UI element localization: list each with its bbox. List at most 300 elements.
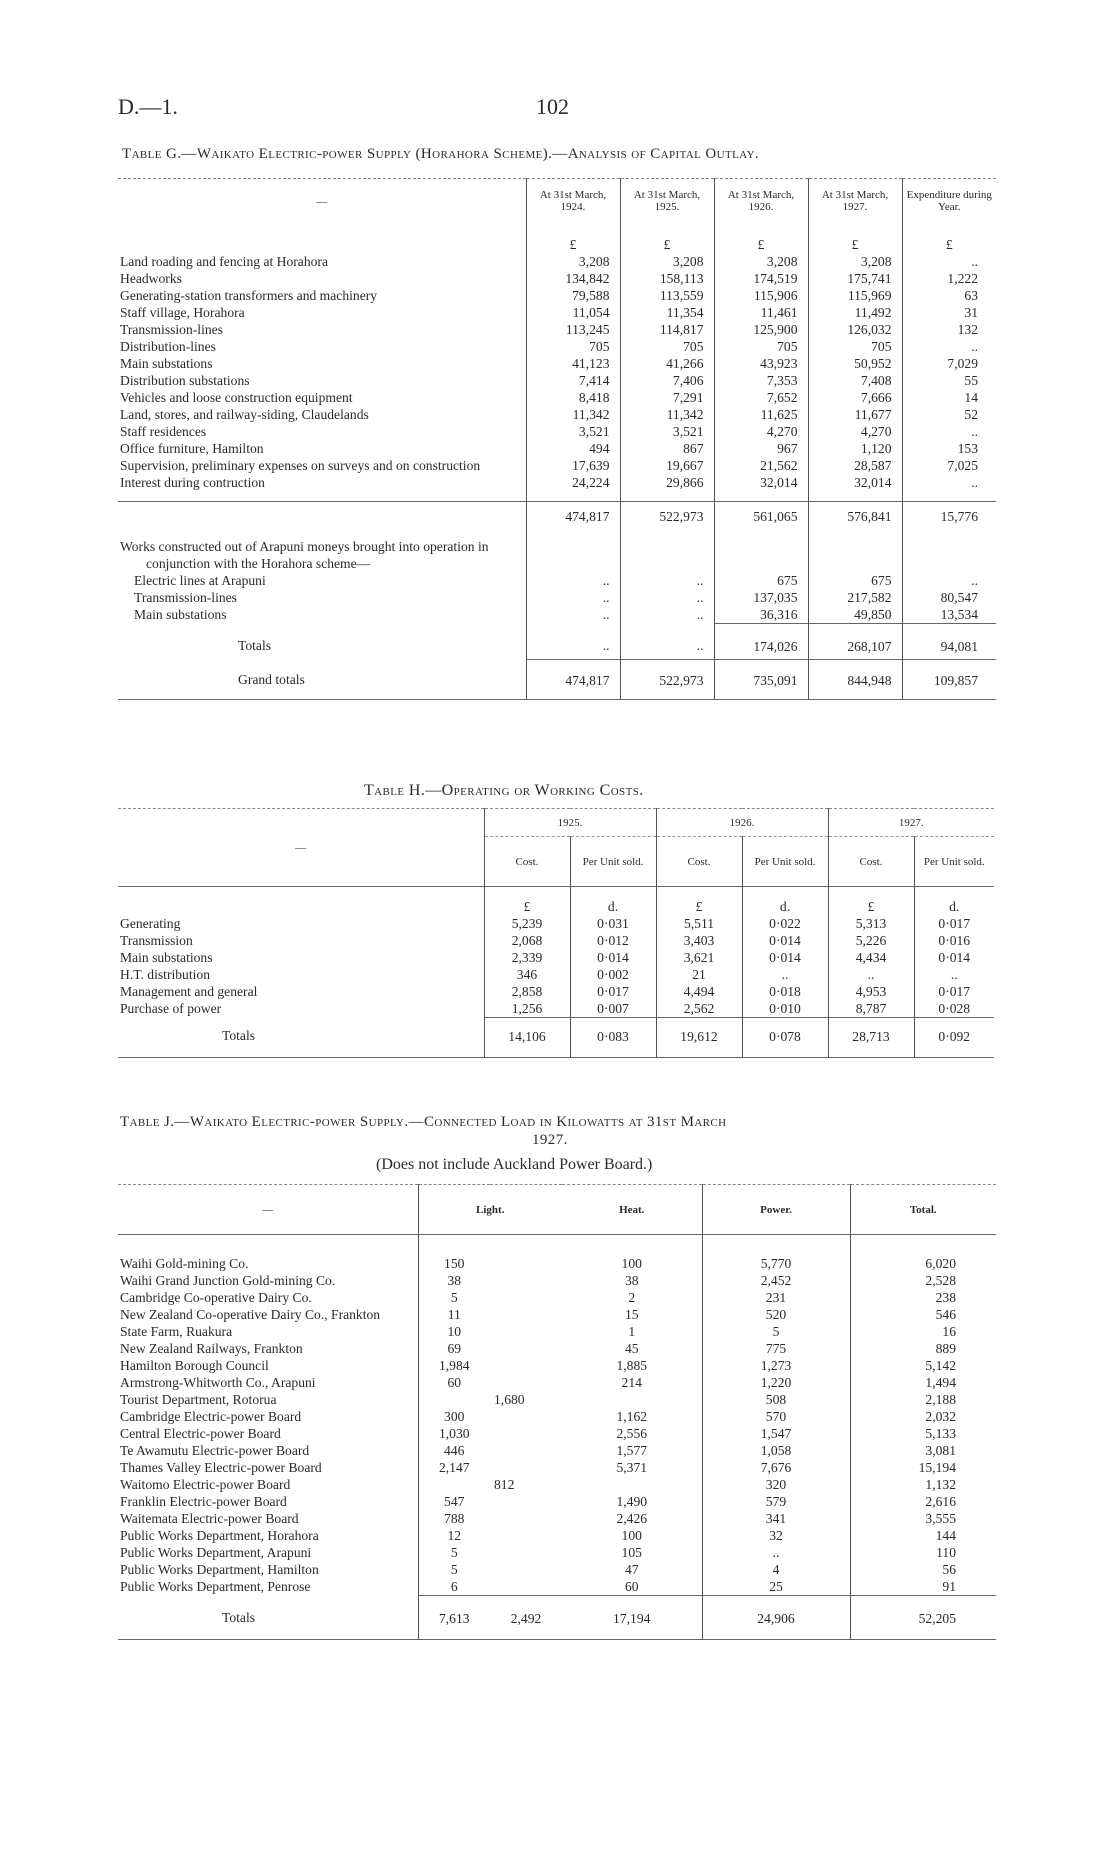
spacer-cell (808, 532, 902, 572)
spacer-cell (490, 1408, 562, 1425)
power-cell: 1,058 (702, 1442, 850, 1459)
value-cell: 115,906 (714, 287, 808, 304)
power-cell: 5,770 (702, 1255, 850, 1272)
value-cell: 134,842 (526, 270, 620, 287)
heat-cell: 100 (621, 1255, 642, 1271)
row-label: Main substations (120, 949, 213, 965)
spacer-cell (490, 1235, 562, 1255)
value-cell: 0·002 (570, 966, 656, 983)
light-cell: 1,030 (418, 1425, 490, 1442)
value-cell: 0·014 (742, 949, 828, 966)
power-cell: 570 (702, 1408, 850, 1425)
totals-cell: .. (526, 623, 620, 659)
table-g-subtotal-row (118, 502, 996, 532)
table-h-totals-row (118, 1017, 994, 1057)
table-g-row (118, 338, 996, 355)
value-cell: 705 (808, 338, 902, 355)
totals-cell: 19,612 (656, 1017, 742, 1057)
total-cell: 546 (850, 1306, 996, 1323)
value-cell: 2,068 (484, 932, 570, 949)
value-cell: 41,266 (620, 355, 714, 372)
totals-cell: 28,713 (828, 1017, 914, 1057)
heat-cell: 2,426 (616, 1510, 648, 1526)
value-cell: 4,270 (714, 423, 808, 440)
row-label: Franklin Electric-power Board (120, 1493, 287, 1509)
table-j-totals-row (118, 1595, 996, 1639)
value-cell: 137,035 (714, 589, 808, 606)
power-cell: 2,452 (702, 1272, 850, 1289)
table-j-row (118, 1561, 996, 1578)
value-cell: 63 (902, 287, 996, 304)
power-cell: 4 (702, 1561, 850, 1578)
table-g-stub: — (316, 195, 328, 208)
table-g-col-1924: At 31st March, 1924. (526, 179, 620, 225)
value-cell: 0·031 (570, 915, 656, 932)
value-cell: 5,511 (656, 915, 742, 932)
totals-cell: 268,107 (808, 623, 902, 659)
value-cell: 675 (714, 572, 808, 589)
value-cell: 28,587 (808, 457, 902, 474)
table-g-row (118, 457, 996, 474)
grand-totals-label: Grand totals (238, 672, 305, 687)
totals-label: Totals (238, 638, 272, 653)
row-label: Waitomo Electric-power Board (120, 1476, 291, 1492)
table-g-row (118, 304, 996, 321)
row-label: Public Works Department, Penrose (120, 1578, 311, 1594)
value-cell: 0·028 (914, 1000, 994, 1018)
value-cell: .. (620, 572, 714, 589)
table-h-year-1925: 1925. (484, 809, 656, 837)
row-label: Central Electric-power Board (120, 1425, 281, 1441)
value-cell: 158,113 (620, 270, 714, 287)
value-cell: 153 (902, 440, 996, 457)
value-cell: 0·017 (914, 983, 994, 1000)
value-cell: 3,521 (526, 423, 620, 440)
row-label: Electric lines at Arapuni (134, 572, 266, 588)
value-cell: 4,953 (828, 983, 914, 1000)
total-cell: 144 (850, 1527, 996, 1544)
table-g-row (118, 423, 996, 440)
heat-cell: 1,577 (616, 1442, 648, 1458)
value-cell: 494 (526, 440, 620, 457)
value-cell: 2,858 (484, 983, 570, 1000)
value-cell: 7,408 (808, 372, 902, 389)
power-cell: 320 (702, 1476, 850, 1493)
table-j-col-power: Power. (702, 1185, 850, 1235)
table-h-perunit-1926: Per Unit sold. (742, 837, 828, 887)
table-h-stub: — (295, 841, 307, 854)
row-label: Transmission (120, 932, 193, 948)
grand-totals-cell: 109,857 (902, 659, 996, 699)
light-cell: 788 (418, 1510, 490, 1527)
total-cell: 2,616 (850, 1493, 996, 1510)
table-j-row (118, 1459, 996, 1476)
spacer-cell (118, 225, 526, 253)
row-label: Transmission-lines (134, 589, 237, 605)
value-cell: 3,403 (656, 932, 742, 949)
total-cell: 1,132 (850, 1476, 996, 1493)
light-cell: 6 (418, 1578, 490, 1596)
value-cell: 7,406 (620, 372, 714, 389)
value-cell: 13,534 (902, 606, 996, 624)
power-cell: 7,676 (702, 1459, 850, 1476)
spacer-cell (714, 532, 808, 572)
spacer-cell (490, 1510, 562, 1527)
totals-cell: 0·078 (742, 1017, 828, 1057)
table-g-body (118, 225, 996, 700)
value-cell: 0·016 (914, 932, 994, 949)
table-g-row (118, 355, 996, 372)
value-cell: 32,014 (714, 474, 808, 502)
value-cell: 11,625 (714, 406, 808, 423)
table-g-row (118, 440, 996, 457)
row-label: Distribution substations (120, 372, 250, 388)
spacer-cell (418, 1391, 490, 1408)
value-cell: 11,054 (526, 304, 620, 321)
value-cell: 1,256 (484, 1000, 570, 1018)
value-cell: 52 (902, 406, 996, 423)
table-h-row (118, 1000, 994, 1018)
total-cell: 56 (850, 1561, 996, 1578)
table-g-arapuni-heading-row (118, 532, 996, 572)
row-label: Hamilton Borough Council (120, 1357, 269, 1373)
spacer-cell (490, 1374, 562, 1391)
subtotal-cell: 561,065 (714, 502, 808, 532)
value-cell: 43,923 (714, 355, 808, 372)
value-cell: .. (526, 606, 620, 624)
heat-cell: 2,556 (616, 1425, 648, 1441)
table-j-row (118, 1306, 996, 1323)
grand-totals-cell: 522,973 (620, 659, 714, 699)
table-h-row (118, 932, 994, 949)
light-cell: 150 (418, 1255, 490, 1272)
total-cell: 6,020 (850, 1255, 996, 1272)
table-j-row (118, 1578, 996, 1596)
table-g-units-row (118, 225, 996, 253)
spacer-cell (620, 532, 714, 572)
value-cell: 11,461 (714, 304, 808, 321)
table-g-row (118, 389, 996, 406)
value-cell: 7,666 (808, 389, 902, 406)
table-j-note: (Does not include Auckland Power Board.) (376, 1156, 653, 1173)
value-cell: .. (526, 589, 620, 606)
spacer-cell (490, 1425, 562, 1442)
table-g-col-1927: At 31st March, 1927. (808, 179, 902, 225)
value-cell: 0·014 (914, 949, 994, 966)
table-j-body (118, 1235, 996, 1640)
light-cell: 10 (418, 1323, 490, 1340)
value-cell: 0·022 (742, 915, 828, 932)
table-g-totals-row (118, 623, 996, 659)
value-cell: 11,354 (620, 304, 714, 321)
row-label: Cambridge Electric-power Board (120, 1408, 302, 1424)
row-label: Interest during contruction (120, 474, 265, 490)
document-reference: D.—1. (118, 94, 178, 119)
spacer-cell (490, 1578, 562, 1596)
subtotal-cell: 474,817 (526, 502, 620, 532)
spacer-cell (490, 1306, 562, 1323)
value-cell: 32,014 (808, 474, 902, 502)
value-cell: 0·017 (570, 983, 656, 1000)
table-j-row (118, 1408, 996, 1425)
power-cell: 520 (702, 1306, 850, 1323)
value-cell: 3,208 (714, 253, 808, 270)
value-cell: 0·018 (742, 983, 828, 1000)
unit-label: £ (828, 887, 914, 915)
unit-label: £ (714, 225, 808, 253)
table-h-cost-1926: Cost. (656, 837, 742, 887)
table-g-row (118, 321, 996, 338)
power-cell: 5 (702, 1323, 850, 1340)
heat-cell: 38 (624, 1272, 639, 1288)
table-j-title-year: 1927. (532, 1132, 568, 1148)
value-cell: .. (902, 474, 996, 502)
heat-cell: 2 (628, 1289, 636, 1305)
value-cell: 705 (526, 338, 620, 355)
grand-totals-cell: 735,091 (714, 659, 808, 699)
value-cell: 7,291 (620, 389, 714, 406)
table-g-col-1926: At 31st March, 1926. (714, 179, 808, 225)
light-cell: 2,147 (418, 1459, 490, 1476)
table-h-year-1926: 1926. (656, 809, 828, 837)
unit-label: £ (902, 225, 996, 253)
power-total: 24,906 (702, 1595, 850, 1639)
value-cell: 79,588 (526, 287, 620, 304)
row-label: H.T. distribution (120, 966, 210, 982)
value-cell: .. (526, 572, 620, 589)
spacer-cell (490, 1459, 562, 1476)
row-label: Main substations (134, 606, 227, 622)
heat-cell: 47 (624, 1561, 639, 1577)
table-h-row (118, 915, 994, 932)
row-label: State Farm, Ruakura (120, 1323, 233, 1339)
spacer-cell (902, 532, 996, 572)
row-label: Purchase of power (120, 1000, 222, 1016)
total-cell: 238 (850, 1289, 996, 1306)
value-cell: 55 (902, 372, 996, 389)
total-cell: 91 (850, 1578, 996, 1596)
value-cell: 7,652 (714, 389, 808, 406)
row-label: Public Works Department, Arapuni (120, 1544, 312, 1560)
table-h-row (118, 983, 994, 1000)
value-cell: 0·014 (742, 932, 828, 949)
value-cell: 24,224 (526, 474, 620, 502)
power-cell: 579 (702, 1493, 850, 1510)
totals-cell: .. (620, 623, 714, 659)
value-cell: 4,434 (828, 949, 914, 966)
value-cell: .. (902, 423, 996, 440)
value-cell: 217,582 (808, 589, 902, 606)
spacer-cell (490, 1561, 562, 1578)
totals-label: Totals (222, 1028, 256, 1043)
value-cell: 1,120 (808, 440, 902, 457)
table-j-row (118, 1391, 996, 1408)
total-cell: 110 (850, 1544, 996, 1561)
table-j-row (118, 1255, 996, 1272)
table-j-title: Table J.—Waikato Electric-power Supply.—Connected Load in Kilowatts at 31st March (120, 1114, 727, 1130)
value-cell: .. (902, 572, 996, 589)
light-heat-combined-total: 2,492 (490, 1595, 562, 1639)
power-cell: 508 (702, 1391, 850, 1408)
value-cell: 3,208 (620, 253, 714, 270)
value-cell: 3,521 (620, 423, 714, 440)
heat-cell: 214 (621, 1374, 642, 1390)
value-cell: 705 (714, 338, 808, 355)
value-cell: 0·007 (570, 1000, 656, 1018)
subtotal-cell: 15,776 (902, 502, 996, 532)
table-j-row (118, 1357, 996, 1374)
value-cell: 8,787 (828, 1000, 914, 1018)
power-cell: .. (702, 1544, 850, 1561)
value-cell: .. (902, 253, 996, 270)
arapuni-heading: Works constructed out of Arapuni moneys brought into operation in conjunction with the Horahora scheme— (120, 538, 489, 571)
value-cell: 132 (902, 321, 996, 338)
row-label: Te Awamutu Electric-power Board (120, 1442, 310, 1458)
row-label: Office furniture, Hamilton (120, 440, 264, 456)
value-cell: .. (620, 589, 714, 606)
value-cell: 0·014 (570, 949, 656, 966)
subtotal-cell: 522,973 (620, 502, 714, 532)
value-cell: 31 (902, 304, 996, 321)
power-cell: 341 (702, 1510, 850, 1527)
table-j-row (118, 1527, 996, 1544)
table-h-row (118, 966, 994, 983)
table-h-cost-1927: Cost. (828, 837, 914, 887)
row-label: Public Works Department, Hamilton (120, 1561, 319, 1577)
row-label: Waihi Gold-mining Co. (120, 1255, 249, 1271)
value-cell: 11,677 (808, 406, 902, 423)
total-cell: 1,494 (850, 1374, 996, 1391)
table-g-row (118, 270, 996, 287)
value-cell: 2,562 (656, 1000, 742, 1018)
light-cell: 5 (418, 1289, 490, 1306)
value-cell: .. (902, 338, 996, 355)
value-cell: 11,342 (620, 406, 714, 423)
value-cell: 7,414 (526, 372, 620, 389)
light-cell: 38 (418, 1272, 490, 1289)
spacer-cell (702, 1235, 850, 1255)
row-label: Distribution-lines (120, 338, 216, 354)
table-j-row (118, 1493, 996, 1510)
value-cell: 17,639 (526, 457, 620, 474)
spacer-cell (850, 1235, 996, 1255)
light-cell: 69 (418, 1340, 490, 1357)
total-cell: 3,555 (850, 1510, 996, 1527)
row-label: Land, stores, and railway-siding, Claudelands (120, 406, 369, 422)
table-g-capital-outlay (118, 178, 996, 700)
total-cell: 5,142 (850, 1357, 996, 1374)
table-h-perunit-1927: Per Unit sold. (914, 837, 994, 887)
table-j-row (118, 1289, 996, 1306)
spacer-cell (490, 1272, 562, 1289)
value-cell: 29,866 (620, 474, 714, 502)
value-cell: 80,547 (902, 589, 996, 606)
table-j-row (118, 1323, 996, 1340)
spacer-cell (490, 1340, 562, 1357)
row-label: Staff village, Horahora (120, 304, 245, 320)
table-j-row (118, 1374, 996, 1391)
total-cell: 2,188 (850, 1391, 996, 1408)
row-label: Tourist Department, Rotorua (120, 1391, 277, 1407)
grand-total: 52,205 (850, 1595, 996, 1639)
heat-cell: 100 (621, 1527, 642, 1543)
value-cell: 125,900 (714, 321, 808, 338)
heat-cell: 5,371 (616, 1459, 648, 1475)
table-g-col-1925: At 31st March, 1925. (620, 179, 714, 225)
table-g-arapuni-row (118, 589, 996, 606)
unit-label: £ (808, 225, 902, 253)
spacer-cell (118, 1235, 418, 1255)
value-cell: 11,492 (808, 304, 902, 321)
spacer-cell (418, 1476, 490, 1493)
total-cell: 16 (850, 1323, 996, 1340)
power-cell: 32 (702, 1527, 850, 1544)
value-cell: 113,559 (620, 287, 714, 304)
value-cell: 967 (714, 440, 808, 457)
row-label: Waihi Grand Junction Gold-mining Co. (120, 1272, 336, 1288)
row-label: New Zealand Co-operative Dairy Co., Frankton (120, 1306, 381, 1322)
heat-total: 17,194 (562, 1595, 702, 1639)
grand-totals-cell: 844,948 (808, 659, 902, 699)
row-label: Transmission-lines (120, 321, 223, 337)
value-cell: 5,239 (484, 915, 570, 932)
value-cell: 50,952 (808, 355, 902, 372)
spacer-cell (490, 1442, 562, 1459)
spacer-cell (490, 1255, 562, 1272)
totals-cell: 174,026 (714, 623, 808, 659)
value-cell: .. (828, 966, 914, 983)
table-g-grand-totals-row (118, 659, 996, 699)
unit-label: £ (484, 887, 570, 915)
totals-cell: 14,106 (484, 1017, 570, 1057)
table-g-row (118, 253, 996, 270)
value-cell: 675 (808, 572, 902, 589)
value-cell: 21 (656, 966, 742, 983)
value-cell: 174,519 (714, 270, 808, 287)
spacer-cell (490, 1357, 562, 1374)
value-cell: 3,208 (808, 253, 902, 270)
table-h-title: Table H.—Operating or Working Costs. (364, 782, 644, 799)
spacer-cell (562, 1235, 702, 1255)
table-g-row (118, 372, 996, 389)
light-cell: 547 (418, 1493, 490, 1510)
spacer-cell (562, 1391, 702, 1408)
total-cell: 889 (850, 1340, 996, 1357)
heat-cell: 1,885 (616, 1357, 648, 1373)
unit-label: £ (656, 887, 742, 915)
heat-cell: 1 (628, 1323, 636, 1339)
table-h-units-row (118, 887, 994, 915)
power-cell: 25 (702, 1578, 850, 1596)
table-j-col-light: Light. (418, 1185, 562, 1235)
table-h-cost-1925: Cost. (484, 837, 570, 887)
power-cell: 775 (702, 1340, 850, 1357)
totals-cell: 94,081 (902, 623, 996, 659)
value-cell: 49,850 (808, 606, 902, 624)
row-label: Main substations (120, 355, 213, 371)
value-cell: 21,562 (714, 457, 808, 474)
value-cell: 0·010 (742, 1000, 828, 1018)
heat-cell: 105 (621, 1544, 642, 1560)
total-cell: 2,032 (850, 1408, 996, 1425)
spacer-cell (562, 1476, 702, 1493)
power-cell: 1,220 (702, 1374, 850, 1391)
light-cell: 11 (418, 1306, 490, 1323)
table-g-row (118, 287, 996, 304)
light-heat-combined-cell: 812 (494, 1476, 515, 1492)
table-j-row (118, 1425, 996, 1442)
unit-label: d. (914, 887, 994, 915)
